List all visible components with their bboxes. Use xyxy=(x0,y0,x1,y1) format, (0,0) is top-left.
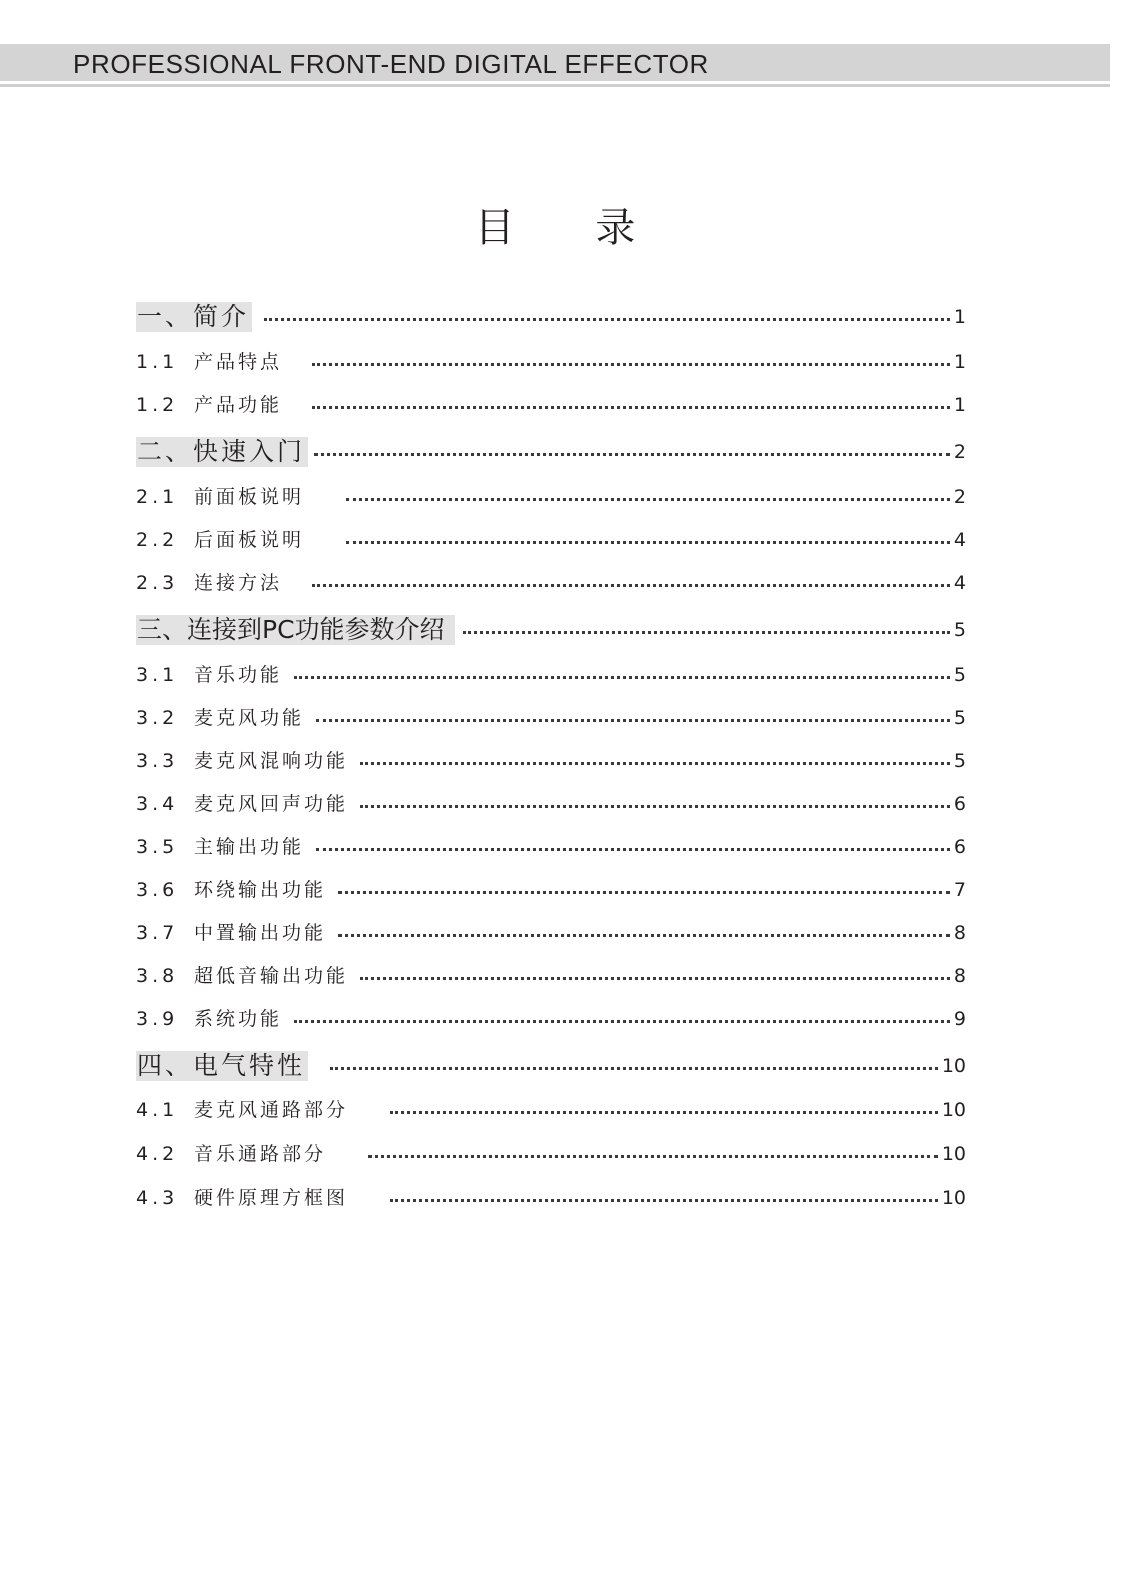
toc-entry-label xyxy=(136,662,282,688)
toc-entry-number: 2.1 xyxy=(136,486,179,508)
toc-entry-label xyxy=(136,705,304,731)
toc-page-number: 1 xyxy=(953,394,966,416)
toc-page-number: 6 xyxy=(953,836,966,858)
toc-entry-number: 3.8 xyxy=(136,965,179,987)
toc-entry-number: 3.9 xyxy=(136,1008,179,1030)
toc-section-label: 四、电气特性 xyxy=(136,1051,308,1081)
toc-page-number: 2 xyxy=(953,441,966,463)
toc-entry-number: 3.6 xyxy=(136,879,179,901)
toc-entry-3-2[interactable] xyxy=(136,705,966,731)
toc-entry-number: 4.2 xyxy=(136,1143,179,1165)
toc-entry-text: 后面板说明 xyxy=(194,529,305,551)
toc-entry-label xyxy=(136,570,282,596)
toc-leader xyxy=(264,318,950,321)
toc-entry-number: 3.4 xyxy=(136,793,179,815)
toc-page-number: 10 xyxy=(941,1143,966,1165)
toc-entry-4-2[interactable] xyxy=(136,1141,966,1167)
toc-entry-number: 3.5 xyxy=(136,836,179,858)
toc-entry-number: 2.2 xyxy=(136,529,179,551)
toc-entry-1-2[interactable] xyxy=(136,392,966,418)
toc-page-number: 5 xyxy=(953,619,966,641)
toc-entry-text: 超低音输出功能 xyxy=(194,965,349,987)
toc-entry-label xyxy=(136,920,326,946)
toc-entry-4-3[interactable] xyxy=(136,1185,966,1211)
toc-leader xyxy=(390,1199,938,1202)
toc-entry-label xyxy=(136,1006,282,1032)
toc-entry-text: 麦克风通路部分 xyxy=(194,1099,349,1121)
toc-page-number: 2 xyxy=(953,486,966,508)
toc-leader xyxy=(294,676,950,679)
toc-page-number: 5 xyxy=(953,707,966,729)
toc-entry-4-1[interactable] xyxy=(136,1097,966,1123)
toc-entry-number: 3.7 xyxy=(136,922,179,944)
toc-leader xyxy=(312,584,950,587)
toc-entry-label xyxy=(136,1097,348,1123)
toc-entry-label xyxy=(136,1141,326,1167)
toc-entry-2-3[interactable] xyxy=(136,570,966,596)
toc-entry-text: 连接方法 xyxy=(194,572,283,594)
toc-leader xyxy=(346,541,950,544)
toc-entry-text: 主输出功能 xyxy=(194,836,305,858)
toc-leader xyxy=(312,363,950,366)
toc-entry-label xyxy=(136,527,304,553)
toc-page-number: 6 xyxy=(953,793,966,815)
toc-entry-number: 1.1 xyxy=(136,351,179,373)
toc-entry-label xyxy=(136,834,304,860)
toc-page-number: 10 xyxy=(941,1187,966,1209)
toc-entry-3-1[interactable] xyxy=(136,662,966,688)
toc-section-label: 一、简介 xyxy=(136,302,252,332)
toc-leader xyxy=(338,891,950,894)
toc-entry-3-4[interactable] xyxy=(136,791,966,817)
toc-entry-text: 产品特点 xyxy=(194,351,283,373)
toc-leader xyxy=(368,1155,938,1158)
toc-entry-number: 3.3 xyxy=(136,750,179,772)
toc-entry-label xyxy=(136,963,348,989)
toc-page-number: 10 xyxy=(941,1055,966,1077)
toc-page-number: 4 xyxy=(953,572,966,594)
toc-leader xyxy=(360,977,950,980)
toc-section-2[interactable] xyxy=(136,437,966,467)
toc-entry-text: 环绕输出功能 xyxy=(194,879,327,901)
toc-entry-text: 音乐通路部分 xyxy=(194,1143,327,1165)
toc-page-number: 4 xyxy=(953,529,966,551)
toc-page-number: 7 xyxy=(953,879,966,901)
toc-entry-text: 麦克风混响功能 xyxy=(194,750,349,772)
toc-page-number: 8 xyxy=(953,922,966,944)
toc-entry-label xyxy=(136,392,282,418)
toc-leader xyxy=(316,719,950,722)
toc-page-number: 1 xyxy=(953,306,966,328)
toc-title: 目 录 xyxy=(474,205,670,251)
toc-entry-text: 音乐功能 xyxy=(194,664,283,686)
toc-page-number: 8 xyxy=(953,965,966,987)
toc-entry-number: 4.1 xyxy=(136,1099,179,1121)
toc-entry-text: 系统功能 xyxy=(194,1008,283,1030)
toc-entry-2-1[interactable] xyxy=(136,484,966,510)
toc-entry-text: 前面板说明 xyxy=(194,486,305,508)
toc-entry-label xyxy=(136,1185,348,1211)
toc-page-number: 5 xyxy=(953,664,966,686)
header-title: PROFESSIONAL FRONT-END DIGITAL EFFECTOR xyxy=(73,49,709,79)
toc-leader xyxy=(294,1020,950,1023)
toc-entry-3-5[interactable] xyxy=(136,834,966,860)
toc-entry-label xyxy=(136,484,304,510)
toc-leader xyxy=(314,453,950,456)
toc-entry-3-3[interactable] xyxy=(136,748,966,774)
toc-entry-text: 硬件原理方框图 xyxy=(194,1187,349,1209)
toc-leader xyxy=(360,805,950,808)
toc-section-4[interactable] xyxy=(136,1051,966,1081)
toc-entry-text: 麦克风回声功能 xyxy=(194,793,349,815)
toc-entry-3-7[interactable] xyxy=(136,920,966,946)
toc-leader xyxy=(316,848,950,851)
toc-page-number: 5 xyxy=(953,750,966,772)
toc-entry-label xyxy=(136,791,348,817)
toc-section-1[interactable] xyxy=(136,302,966,332)
toc-entry-2-2[interactable] xyxy=(136,527,966,553)
toc-entry-number: 2.3 xyxy=(136,572,179,594)
toc-entry-label xyxy=(136,748,348,774)
toc-entry-number: 3.1 xyxy=(136,664,179,686)
toc-entry-number: 1.2 xyxy=(136,394,179,416)
toc-entry-1-1[interactable] xyxy=(136,349,966,375)
toc-page-number: 10 xyxy=(941,1099,966,1121)
toc-section-3[interactable] xyxy=(136,615,966,645)
toc-leader xyxy=(360,762,950,765)
toc-entry-3-6[interactable] xyxy=(136,877,966,903)
toc-page-number: 9 xyxy=(953,1008,966,1030)
toc-leader xyxy=(346,498,950,501)
toc-entry-text: 麦克风功能 xyxy=(194,707,305,729)
toc-leader xyxy=(390,1111,938,1114)
toc-entry-label xyxy=(136,349,282,375)
toc-entry-3-9[interactable] xyxy=(136,1006,966,1032)
toc-section-label: 三、连接到PC功能参数介绍 xyxy=(136,615,455,645)
toc-entry-text: 中置输出功能 xyxy=(194,922,327,944)
toc-page-number: 1 xyxy=(953,351,966,373)
toc-entry-number: 4.3 xyxy=(136,1187,179,1209)
toc-leader xyxy=(338,934,950,937)
toc-entry-label xyxy=(136,877,326,903)
toc-section-label: 二、快速入门 xyxy=(136,437,308,467)
toc-entry-text: 产品功能 xyxy=(194,394,283,416)
toc-entry-number: 3.2 xyxy=(136,707,179,729)
toc-leader xyxy=(330,1067,938,1070)
toc-leader xyxy=(312,406,950,409)
toc-entry-3-8[interactable] xyxy=(136,963,966,989)
toc-leader xyxy=(463,631,950,634)
